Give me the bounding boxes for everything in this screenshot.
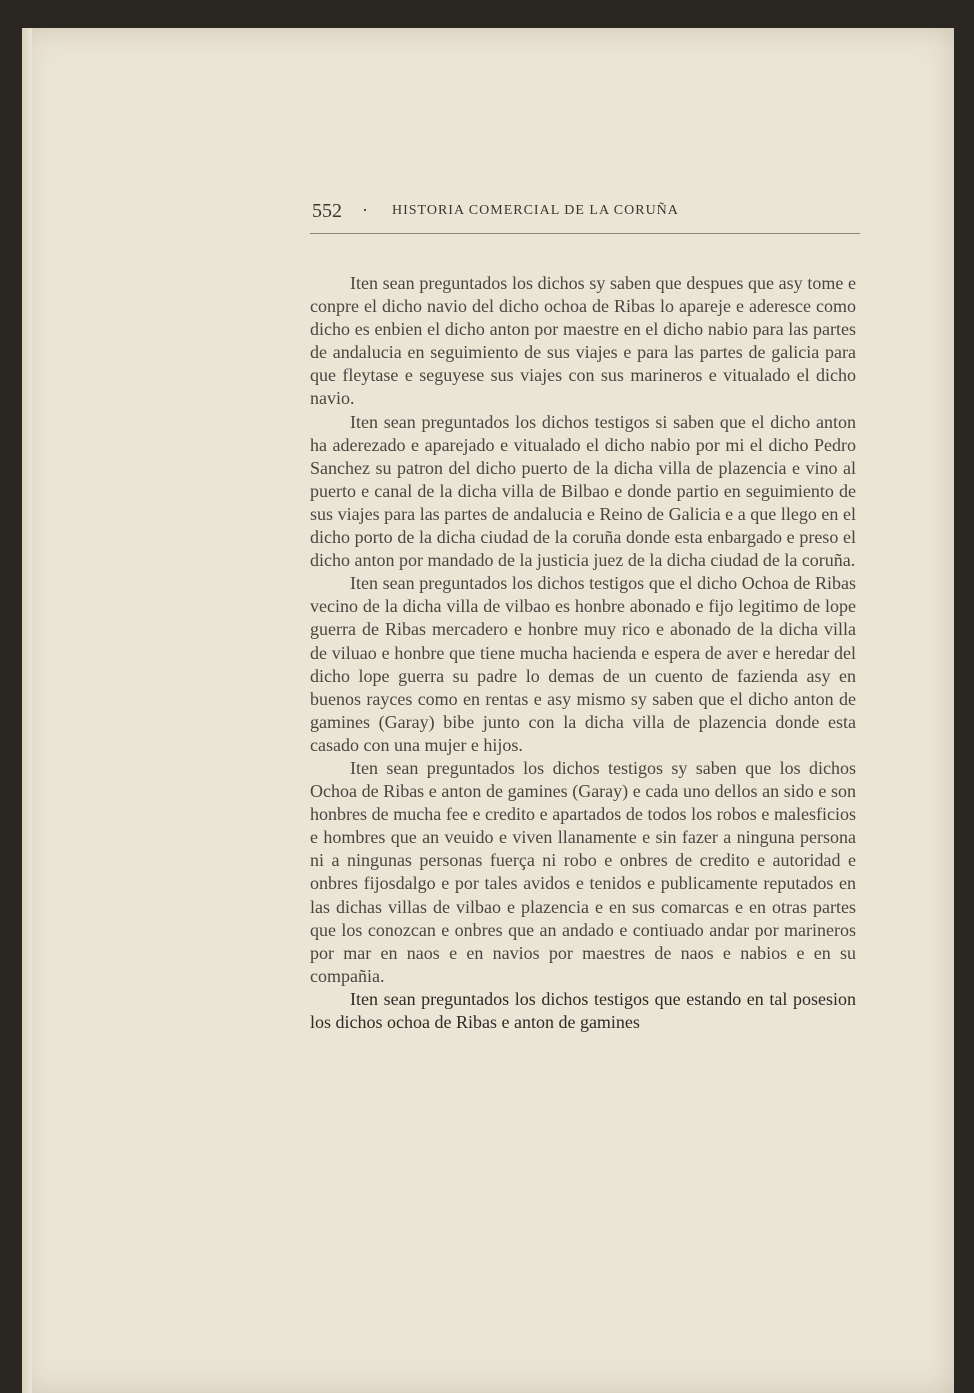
paragraph-4: Iten sean preguntados los dichos testigos sy saben que los dichos Ochoa de Ribas e anton de gamines (Garay) e cada uno dellos an sido e son honbres de mucha fee e credito e apartados de todos los robos e malesficios e hombres que an veuido e viven llanamente e sin fazer a ninguna persona ni a ningunas personas fuerça ni robo e onbres de credito e autoridad e onbres fijosdalgo e por tales avidos e tenidos e publicamente reputados en las dichas villas de vilbao e plazencia e en sus comarcas e en otras partes que los conozcan e onbres que an andado e contiuado andar por marineros por mar en naos e en navios por maestres de naos e nabios e en su compañia. <box>310 757 856 986</box>
page-number: 552 <box>312 200 342 222</box>
body-text <box>310 272 856 1034</box>
paragraph-5: Iten sean preguntados los dichos testigos que estando en tal posesion los dichos ochoa de Ribas e anton de gamines <box>310 988 856 1032</box>
book-page <box>22 28 954 1393</box>
paragraph-3: Iten sean preguntados los dichos testigos que el dicho Ochoa de Ribas vecino de la dicha villa de vilbao es honbre abonado e fijo legitimo de lope guerra de Ribas mercadero e honbre muy rico e abonado de la dicha villa de viluao e honbre que tiene mucha hacienda e espera de aver e heredar del dicho lope guerra su padre lo demas de un cuento de fazienda asy en buenos rayces como en rentas e asy mismo sy saben que el dicho anton de gamines (Garay) bibe junto con la dicha villa de plazencia donde esta casado con una mujer e hijos. <box>310 573 856 755</box>
header-separator: · <box>362 200 368 220</box>
paragraph-2: Iten sean preguntados los dichos testigos si saben que el dicho anton ha aderezado e aparejado e vitualado el dicho nabio por mi el dicho Pedro Sanchez su patron del dicho puerto de la dicha villa de plazencia e vino al puerto e canal de la dicha villa de Bilbao e donde partio en seguimiento de sus viajes para las partes de andalucia e Reino de Galicia e a que llego en el dicho porto de la dicha ciudad de la coruña donde esta enbargado e preso el dicho anton por mandado de la justicia juez de la dicha ciudad de la coruña. <box>310 411 856 571</box>
paragraph-1: Iten sean preguntados los dichos sy saben que despues que asy tome e conpre el dicho navio del dicho ochoa de Ribas lo apareje e aderesce como dicho es enbien el dicho anton por maestre en el dicho nabio para las partes de andalucia en seguimiento de sus viajes e para las partes de galicia para que fleytase e seguyese sus viajes con sus marineros e vitualado el dicho navio. <box>310 273 856 409</box>
page-edge <box>22 28 32 1393</box>
page-header <box>312 200 862 226</box>
header-rule <box>310 233 860 234</box>
running-title: HISTORIA COMERCIAL DE LA CORUÑA <box>392 203 679 218</box>
